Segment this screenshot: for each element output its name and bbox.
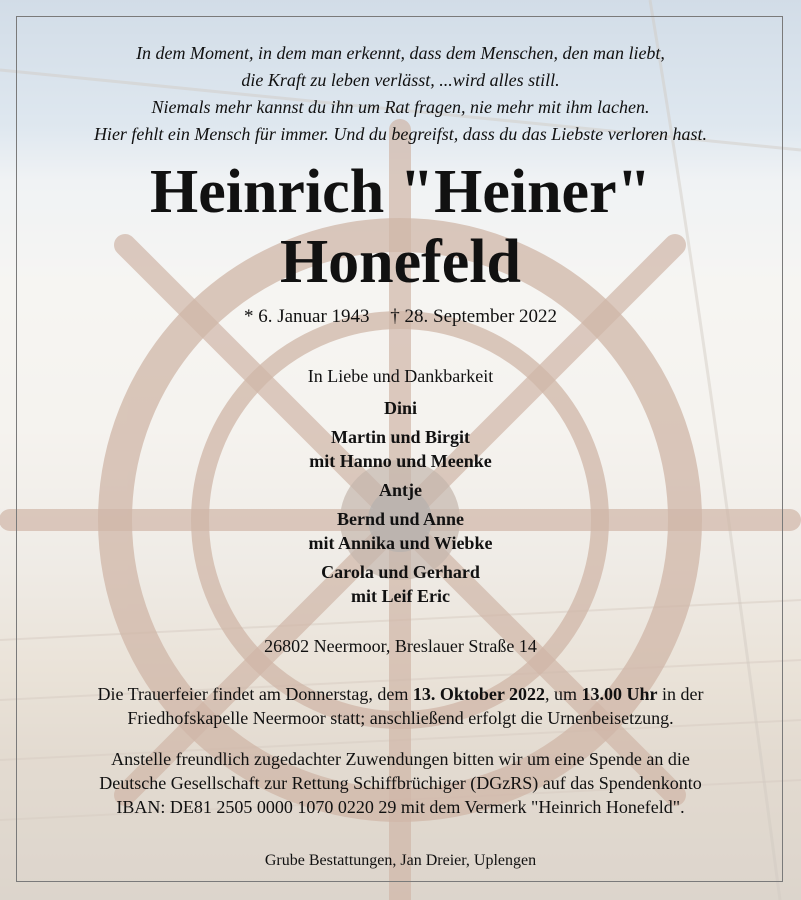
mourner-line: Bernd und Anne <box>336 509 465 529</box>
donation-line: Anstelle freundlich zugedachter Zuwendungen bitten wir um eine Spende an die <box>111 749 690 769</box>
mourner-line: Antje <box>379 480 422 500</box>
mourner-group <box>20 478 781 502</box>
ceremony-text: , um <box>545 684 582 704</box>
mourner-line: mit Leif Eric <box>351 586 450 606</box>
mourner-line: Dini <box>383 398 417 418</box>
ceremony-text: in der <box>657 684 704 704</box>
donation-line: IBAN: DE81 2505 0000 1070 0220 29 mit dem Vermerk "Heinrich Honefeld". <box>116 797 685 817</box>
ceremony-date: 13. Oktober 2022 <box>412 684 546 704</box>
quote-line: Hier fehlt ein Mensch für immer. Und du begreifst, dass du das Liebste verloren hast. <box>93 124 708 144</box>
mourner-line: mit Annika und Wiebke <box>308 533 493 553</box>
undertaker-credit: Grube Bestattungen, Jan Dreier, Uplengen <box>264 852 537 869</box>
quote-line: die Kraft zu leben verlässt, ...wird alles still. <box>241 70 560 90</box>
mourner-group <box>20 560 781 608</box>
mourner-line: Carola und Gerhard <box>321 562 480 582</box>
mourner-line: Martin und Birgit <box>330 427 470 447</box>
donation-notice <box>20 747 781 819</box>
mourner-line: mit Hanno und Meenke <box>309 451 492 471</box>
mourner-group <box>20 396 781 420</box>
birth-date: * 6. Januar 1943 <box>243 306 370 327</box>
deceased-name <box>20 157 781 297</box>
mourners-list <box>20 396 781 613</box>
life-dates <box>20 305 781 329</box>
quote-line: In dem Moment, in dem man erkennt, dass dem Menschen, den man liebt, <box>136 43 665 63</box>
death-date: † 28. September 2022 <box>390 306 558 327</box>
mourner-group <box>20 425 781 473</box>
ceremony-text: Die Trauerfeier findet am Donnerstag, dem <box>97 684 413 704</box>
memorial-quote <box>20 40 781 148</box>
ceremony-line1 <box>20 682 781 706</box>
deceased-name-line1: Heinrich "Heiner" <box>149 158 652 226</box>
ceremony-time: 13.00 Uhr <box>581 684 658 704</box>
mourner-group <box>20 507 781 555</box>
ceremony-notice <box>20 682 781 730</box>
donation-line: Deutsche Gesellschaft zur Rettung Schiffbrüchiger (DGzRS) auf das Spendenkonto <box>99 773 702 793</box>
quote-line: Niemals mehr kannst du ihn um Rat fragen, nie mehr mit ihm lachen. <box>151 97 650 117</box>
family-address: 26802 Neermoor, Breslauer Straße 14 <box>264 636 537 656</box>
deceased-name-line2: Honefeld <box>279 228 522 296</box>
ceremony-line2: Friedhofskapelle Neermoor statt; anschließend erfolgt die Urnenbeisetzung. <box>127 708 674 728</box>
mourners-intro: In Liebe und Dankbarkeit <box>307 366 494 386</box>
